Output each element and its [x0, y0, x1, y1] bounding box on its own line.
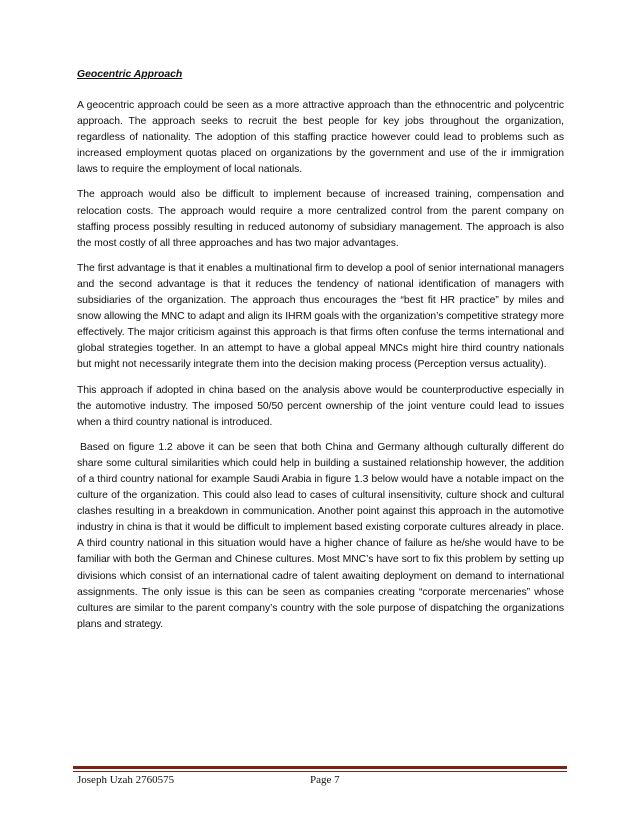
paragraph-2: The approach would also be difficult to implement because of increased training, compensation and relocation costs. The approach would require a more centralized control from the parent company on staffing process possibly resulting in reduced autonomy of subsidiary management. The approach is also the most costly of all three approaches and has two major advantages. — [77, 189, 564, 249]
footer-rule-thin — [73, 771, 567, 772]
paragraph-1: A geocentric approach could be seen as a more attractive approach than the ethnocentric and polycentric approach. The approach seeks to recruit the best people for key jobs throughout the organization, regardless of nationality. The adoption of this staffing practice however could lead to problems such as increased employment quotas placed on organizations by the government and use of the ir immigration laws to require the employment of local nationals. — [77, 100, 564, 176]
page-footer — [77, 774, 564, 790]
paragraph-3: The first advantage is that it enables a multinational firm to develop a pool of senior international managers and the second advantage is that it reduces the tendency of national identification of managers with subsidiaries of the organization. The approach thus encourages the “best fit HR practice” by miles and snow allowing the MNC to adapt and align its IHRM goals with the organization’s competitive strategy more effectively. The major criticism against this approach is that firms often confuse the terms international and global strategies together. In an attempt to have a global appeal MNCs might hire third country nationals but might not necessarily integrate them into the decision making process (Perception versus actuality). — [77, 262, 564, 371]
page-body — [77, 67, 564, 642]
paragraph-4: This approach if adopted in china based on the analysis above would be counterproductive especially in the automotive industry. The imposed 50/50 percent ownership of the joint venture could lead to issues when a third country national is introduced. — [77, 384, 564, 428]
footer-rule-thick — [73, 766, 567, 769]
footer-author: Joseph Uzah 2760575 — [77, 774, 175, 786]
footer-page-number: Page 7 — [310, 774, 340, 786]
section-heading: Geocentric Approach — [77, 69, 183, 80]
paragraph-5: Based on figure 1.2 above it can be seen that both China and Germany although culturally different do share some cultural similarities which could help in building a sustained relationship however, the addition of a third country national for example Saudi Arabia in figure 1.3 below would have a notable impact on the culture of the organization. This could also lead to cases of cultural insensitivity, culture shock and cultural clashes resulting in a breakdown in communication. Another point against this approach in the automotive industry in china is that it would be difficult to implement based existing corporate cultures already in place. A third country national in this situation would have a higher chance of failure as he/she would have to be familiar with both the German and Chinese cultures. Most MNC’s have sort to fix this problem by setting up divisions which consist of an international cadre of talent awaiting deployment on demand to international assignments. The only issue is this can be seen as companies creating “corporate mercenaries” whose cultures are similar to the parent company’s country with the sole purpose of dispatching the organizations plans and strategy. — [77, 441, 564, 630]
